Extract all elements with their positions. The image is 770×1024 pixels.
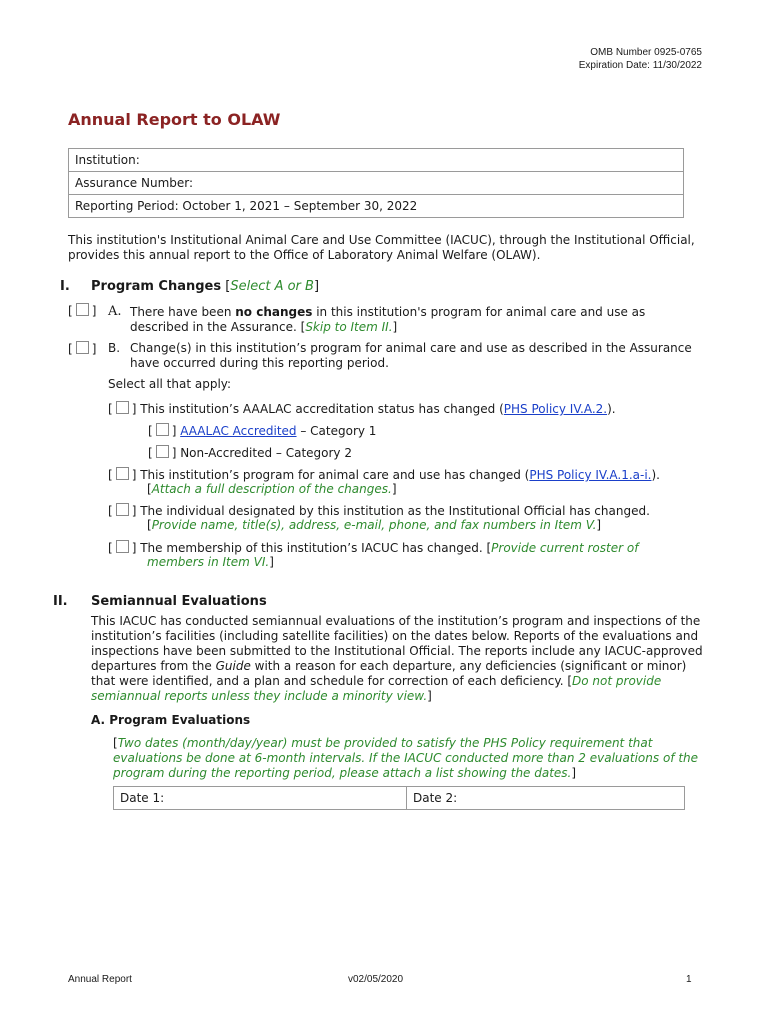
- change-option-2: [ ] This institution’s program for animal care and use has changed (PHS Policy IV.A.1.a-i.).: [108, 468, 660, 482]
- eval-note: Two dates (month/day/year) must be provided to satisfy the PHS Policy requirement that: [117, 736, 653, 750]
- page-title: Annual Report to OLAW: [68, 110, 281, 129]
- option-a-letter: A.: [108, 304, 122, 319]
- paragraph-line: that were identified, and a plan and schedule for correction of each deficiency. [: [91, 674, 573, 688]
- option-text: Non-Accredited – Category 2: [180, 446, 352, 460]
- paragraph-line: This IACUC has conducted semiannual evaluations of the institution’s program and inspections of the: [91, 614, 701, 628]
- option-b-checkbox-group: [ ]: [68, 342, 97, 356]
- guide-italic: Guide: [215, 659, 251, 673]
- official-changed-checkbox[interactable]: [116, 503, 129, 516]
- omb-number: OMB Number 0925-0765: [590, 47, 702, 58]
- section-1-title: Program Changes: [91, 279, 222, 294]
- info-box: [68, 148, 684, 218]
- change-option-1: [ ] This institution’s AAALAC accreditation status has changed (PHS Policy IV.A.2.).: [108, 402, 616, 416]
- footer-version: v02/05/2020: [348, 974, 404, 985]
- option-text: The membership of this institution’s IACUC has changed. [: [140, 541, 492, 555]
- option-b-checkbox[interactable]: [76, 341, 89, 354]
- sub-option-non-accredited: [ ] Non-Accredited – Category 2: [148, 446, 352, 460]
- change-option-3: [ ] The individual designated by this institution as the Institutional Official has changed.: [108, 504, 650, 518]
- option-note: Provide current roster of: [491, 541, 639, 555]
- assurance-number-field[interactable]: Assurance Number:: [69, 172, 683, 195]
- option-3-note: [Provide name, title(s), address, e-mail, phone, and fax numbers in Item V.]: [147, 518, 602, 532]
- program-changed-checkbox[interactable]: [116, 467, 129, 480]
- intro-line: This institution's Institutional Animal Care and Use Committee (IACUC), through the Institutional Official,: [68, 233, 695, 247]
- option-4-note: members in Item VI.]: [147, 555, 274, 569]
- option-text: The individual designated by this institution as the Institutional Official has changed.: [140, 504, 650, 518]
- omb-header: [579, 46, 702, 72]
- select-all-label: Select all that apply:: [108, 377, 232, 391]
- program-evaluations-note: [Two dates (month/day/year) must be provided to satisfy the PHS Policy requirement that evaluations be done at 6-month intervals. If the IACUC conducted more than 2 evaluations of the program during the reporting period, please attach a list showing the dates.]: [113, 736, 699, 780]
- option-note: Provide name, title(s), address, e-mail, phone, and fax numbers in Item V.: [151, 518, 597, 532]
- skip-note: Skip to Item II.: [305, 320, 393, 334]
- section-1-instruction: Select A or B: [230, 279, 314, 294]
- phs-policy-link-2[interactable]: PHS Policy IV.A.1.a-i.: [529, 468, 652, 482]
- dates-table: [113, 786, 685, 810]
- reporting-period-field: Reporting Period: October 1, 2021 – September 30, 2022: [75, 199, 418, 213]
- section-2-title: Semiannual Evaluations: [91, 594, 267, 609]
- membership-changed-checkbox[interactable]: [116, 540, 129, 553]
- aaalac-status-checkbox[interactable]: [116, 401, 129, 414]
- option-a-text-part: in this institution's program for animal care and use as: [312, 305, 646, 319]
- option-text: This institution’s AAALAC accreditation status has changed (: [140, 402, 504, 416]
- aaalac-accredited-link[interactable]: AAALAC Accredited: [180, 424, 297, 438]
- paragraph-line: institution’s facilities (including satellite facilities) on the dates below. Reports of the evaluations and: [91, 629, 699, 643]
- footer-left: Annual Report: [68, 974, 132, 985]
- option-a-text-part: There have been: [130, 305, 236, 319]
- accredited-checkbox[interactable]: [156, 423, 169, 436]
- phs-policy-link-1[interactable]: PHS Policy IV.A.2.: [503, 402, 608, 416]
- paragraph-line: departures from the: [91, 659, 216, 673]
- date-2-field[interactable]: Date 2:: [413, 791, 458, 805]
- option-a-text-part: described in the Assurance. [: [130, 320, 306, 334]
- eval-note: program during the reporting period, please attach a list showing the dates.: [113, 766, 572, 780]
- paragraph-line: inspections have been submitted to the Institutional Official. The reports include any IACUC-approved: [91, 644, 703, 658]
- section-2-number: II.: [53, 594, 68, 609]
- institution-field[interactable]: Institution:: [69, 149, 683, 172]
- program-evaluations-heading: A. Program Evaluations: [91, 713, 251, 727]
- option-text: ).: [607, 402, 616, 416]
- option-b-line: Change(s) in this institution’s program for animal care and use as described in the Assurance: [130, 341, 692, 355]
- change-option-4: [ ] The membership of this institution’s IACUC has changed. [Provide current roster of: [108, 541, 639, 555]
- sub-option-accredited: [ ] AAALAC Accredited – Category 1: [148, 424, 377, 438]
- option-text: This institution’s program for animal care and use has changed (: [140, 468, 530, 482]
- option-b-letter: B.: [108, 341, 121, 355]
- section-1-heading: Program Changes [Select A or B]: [91, 279, 320, 294]
- intro-line: provides this annual report to the Office of Laboratory Animal Welfare (OLAW).: [68, 248, 541, 262]
- option-note: members in Item VI.: [147, 555, 270, 569]
- non-accredited-checkbox[interactable]: [156, 445, 169, 458]
- no-changes-text: no changes: [235, 305, 313, 319]
- page-number: 1: [686, 974, 692, 985]
- section-1-number: I.: [60, 279, 70, 294]
- option-a-checkbox[interactable]: [76, 303, 89, 316]
- date-1-field[interactable]: Date 1:: [114, 787, 407, 809]
- section-2-paragraph: This IACUC has conducted semiannual evaluations of the institution’s program and inspections of the institution’s facilities (including satellite facilities) on the dates below. Reports of the evaluations and inspections have been submitted to the Institutional Official. The reports include any IACUC-approved departures from the Guide with a reason for each departure, any deficiencies (significant or minor) that were identified, and a plan and schedule for correction of each deficiency. [Do not provide semiannual reports unless they include a minority view.]: [91, 614, 711, 704]
- expiration-date: Expiration Date: 11/30/2022: [578, 60, 702, 71]
- eval-note: evaluations be done at 6-month intervals. If the IACUC conducted more than 2 evaluations of the: [113, 751, 699, 765]
- option-b-line: have occurred during this reporting period.: [130, 356, 389, 370]
- option-text: – Category 1: [296, 424, 377, 438]
- option-b-text: [130, 341, 700, 371]
- intro-paragraph: [68, 233, 708, 263]
- option-2-note: [Attach a full description of the changes.]: [147, 482, 397, 496]
- paragraph-line: with a reason for each departure, any deficiencies (significant or minor): [250, 659, 687, 673]
- paragraph-note: Do not provide: [572, 674, 662, 688]
- option-a-checkbox-group: [ ]: [68, 304, 97, 318]
- option-a-text: There have been no changes in this institution's program for animal care and use as described in the Assurance. [Skip to Item II.]: [130, 305, 646, 334]
- option-note: Attach a full description of the changes.: [151, 482, 392, 496]
- option-text: ).: [651, 468, 660, 482]
- paragraph-note: semiannual reports unless they include a minority view.: [91, 689, 428, 703]
